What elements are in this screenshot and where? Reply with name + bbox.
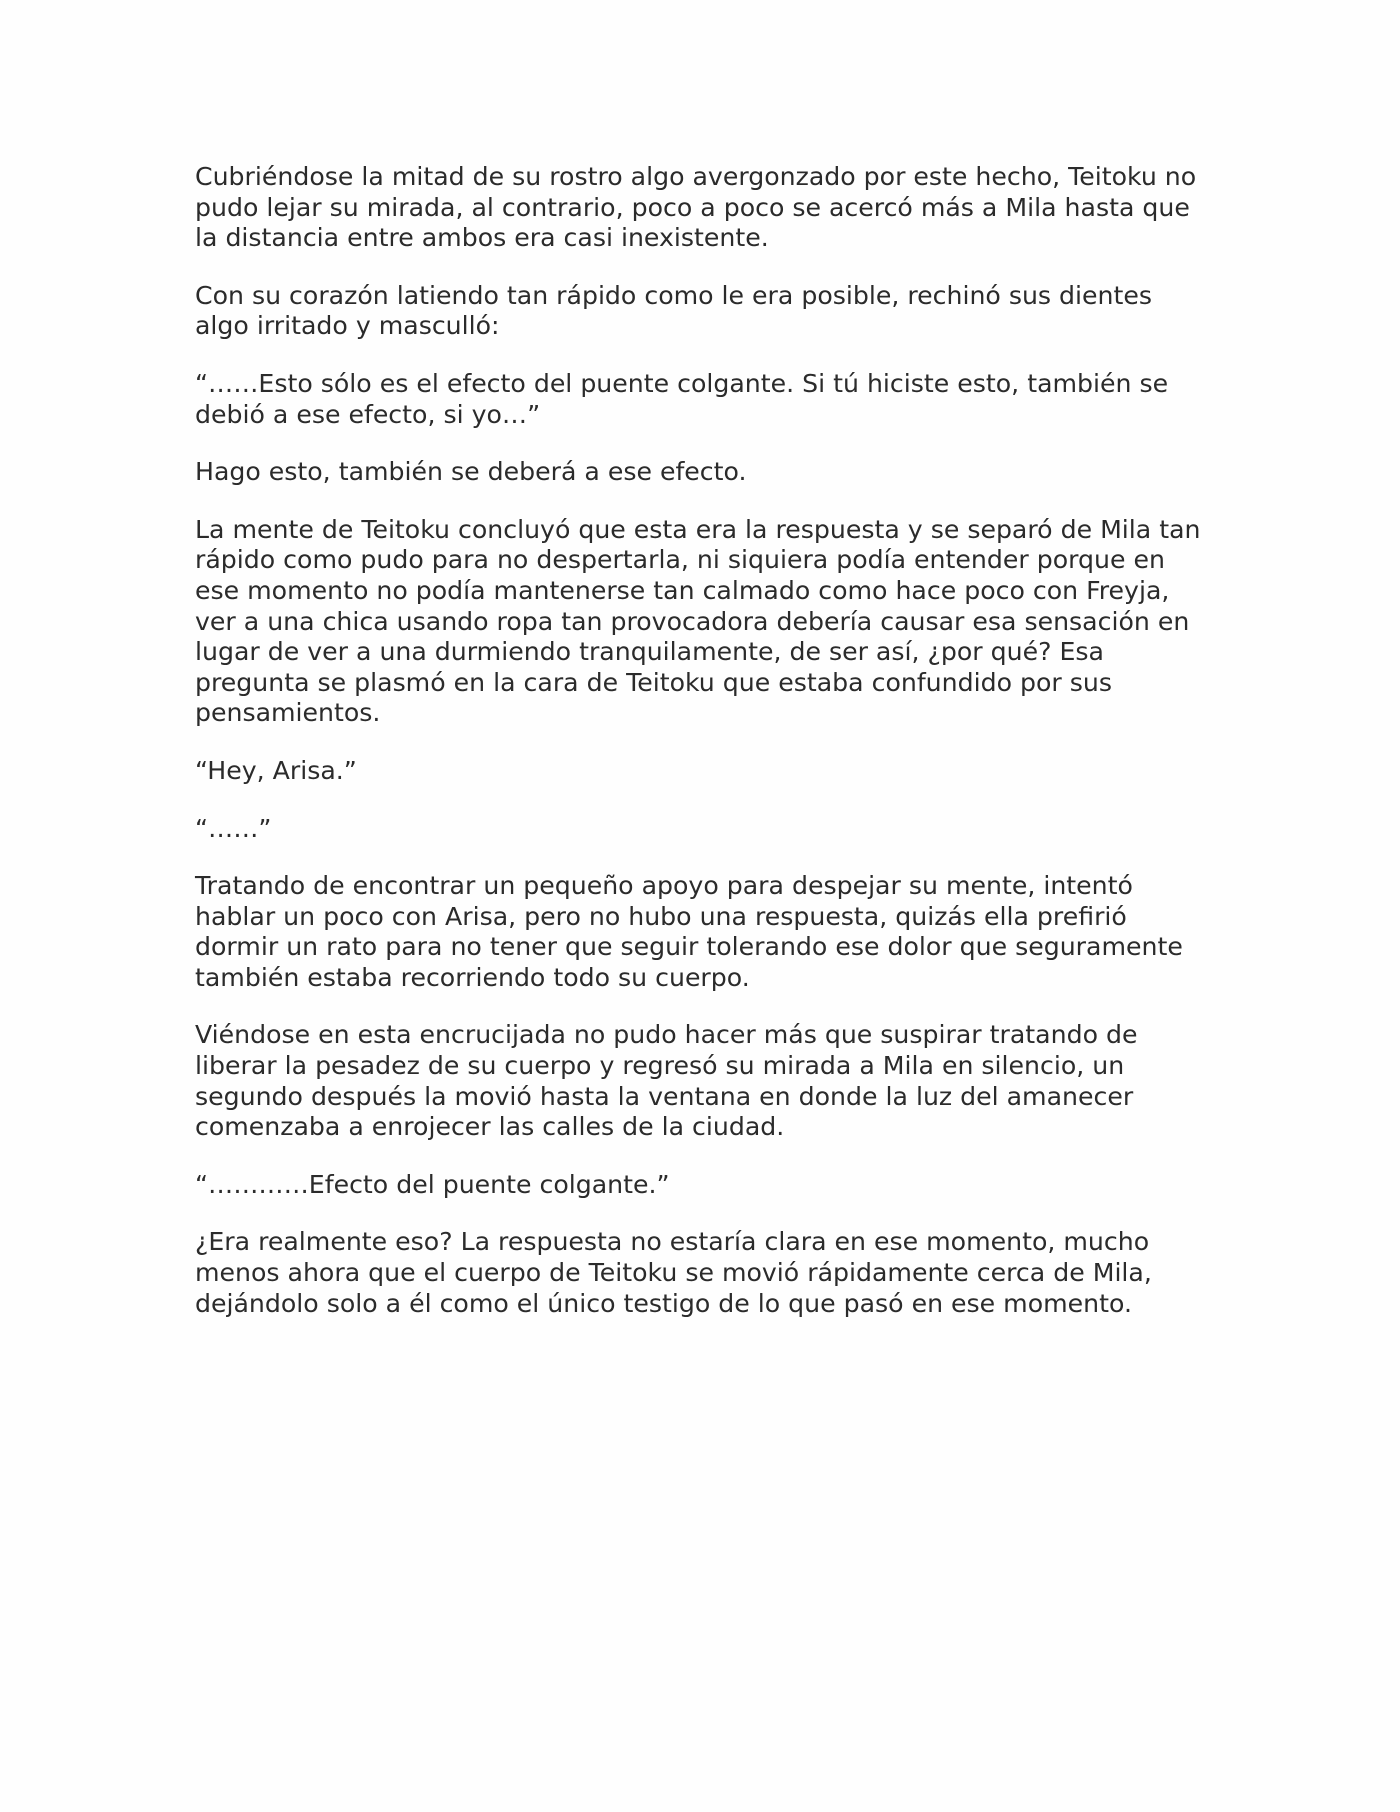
paragraph: La mente de Teitoku concluyó que esta era la respuesta y se separó de Mila tan rápido como pudo para no despertarla, ni siquiera podía entender porque en ese momento no podía mantenerse tan calmado como hace poco con Freyja, ver a una chica usando ropa tan provocadora debería causar esa sensación en lugar de ver a una durmiendo tranquilamente, de ser así, ¿por qué? Esa pregunta se plasmó en la cara de Teitoku que estaba confundido por sus pensamientos. <box>195 514 1201 728</box>
dialogue-paragraph: “Hey, Arisa.” <box>195 755 357 785</box>
dialogue-paragraph: “……” <box>195 813 272 843</box>
paragraph: Tratando de encontrar un pequeño apoyo para despejar su mente, intentó hablar un poco con Arisa, pero no hubo una respuesta, quizás ella prefirió dormir un rato para no tener que seguir tolerando ese dolor que seguramente también estaba recorriendo todo su cuerpo. <box>195 871 1183 992</box>
document-body <box>195 162 1207 1346</box>
paragraph: Con su corazón latiendo tan rápido como le era posible, rechinó sus dientes algo irritado y masculló: <box>195 280 1153 341</box>
paragraph: ¿Era realmente eso? La respuesta no estaría clara en ese momento, mucho menos ahora que el cuerpo de Teitoku se movió rápidamente cerca de Mila, dejándolo solo a él como el único testigo de lo que pasó en ese momento. <box>195 1227 1152 1318</box>
paragraph: Hago esto, también se deberá a ese efecto. <box>195 457 747 487</box>
paragraph: Cubriéndose la mitad de su rostro algo avergonzado por este hecho, Teitoku no pudo lejar su mirada, al contrario, poco a poco se acercó más a Mila hasta que la distancia entre ambos era casi inexistente. <box>195 162 1197 253</box>
paragraph: Viéndose en esta encrucijada no pudo hacer más que suspirar tratando de liberar la pesadez de su cuerpo y regresó su mirada a Mila en silencio, un segundo después la movió hasta la ventana en donde la luz del amanecer comenzaba a enrojecer las calles de la ciudad. <box>195 1020 1138 1142</box>
dialogue-paragraph: “…………Efecto del puente colgante.” <box>195 1169 670 1199</box>
dialogue-paragraph: “……Esto sólo es el efecto del puente colgante. Si tú hiciste esto, también se debió a ese efecto, si yo…” <box>195 368 1169 429</box>
